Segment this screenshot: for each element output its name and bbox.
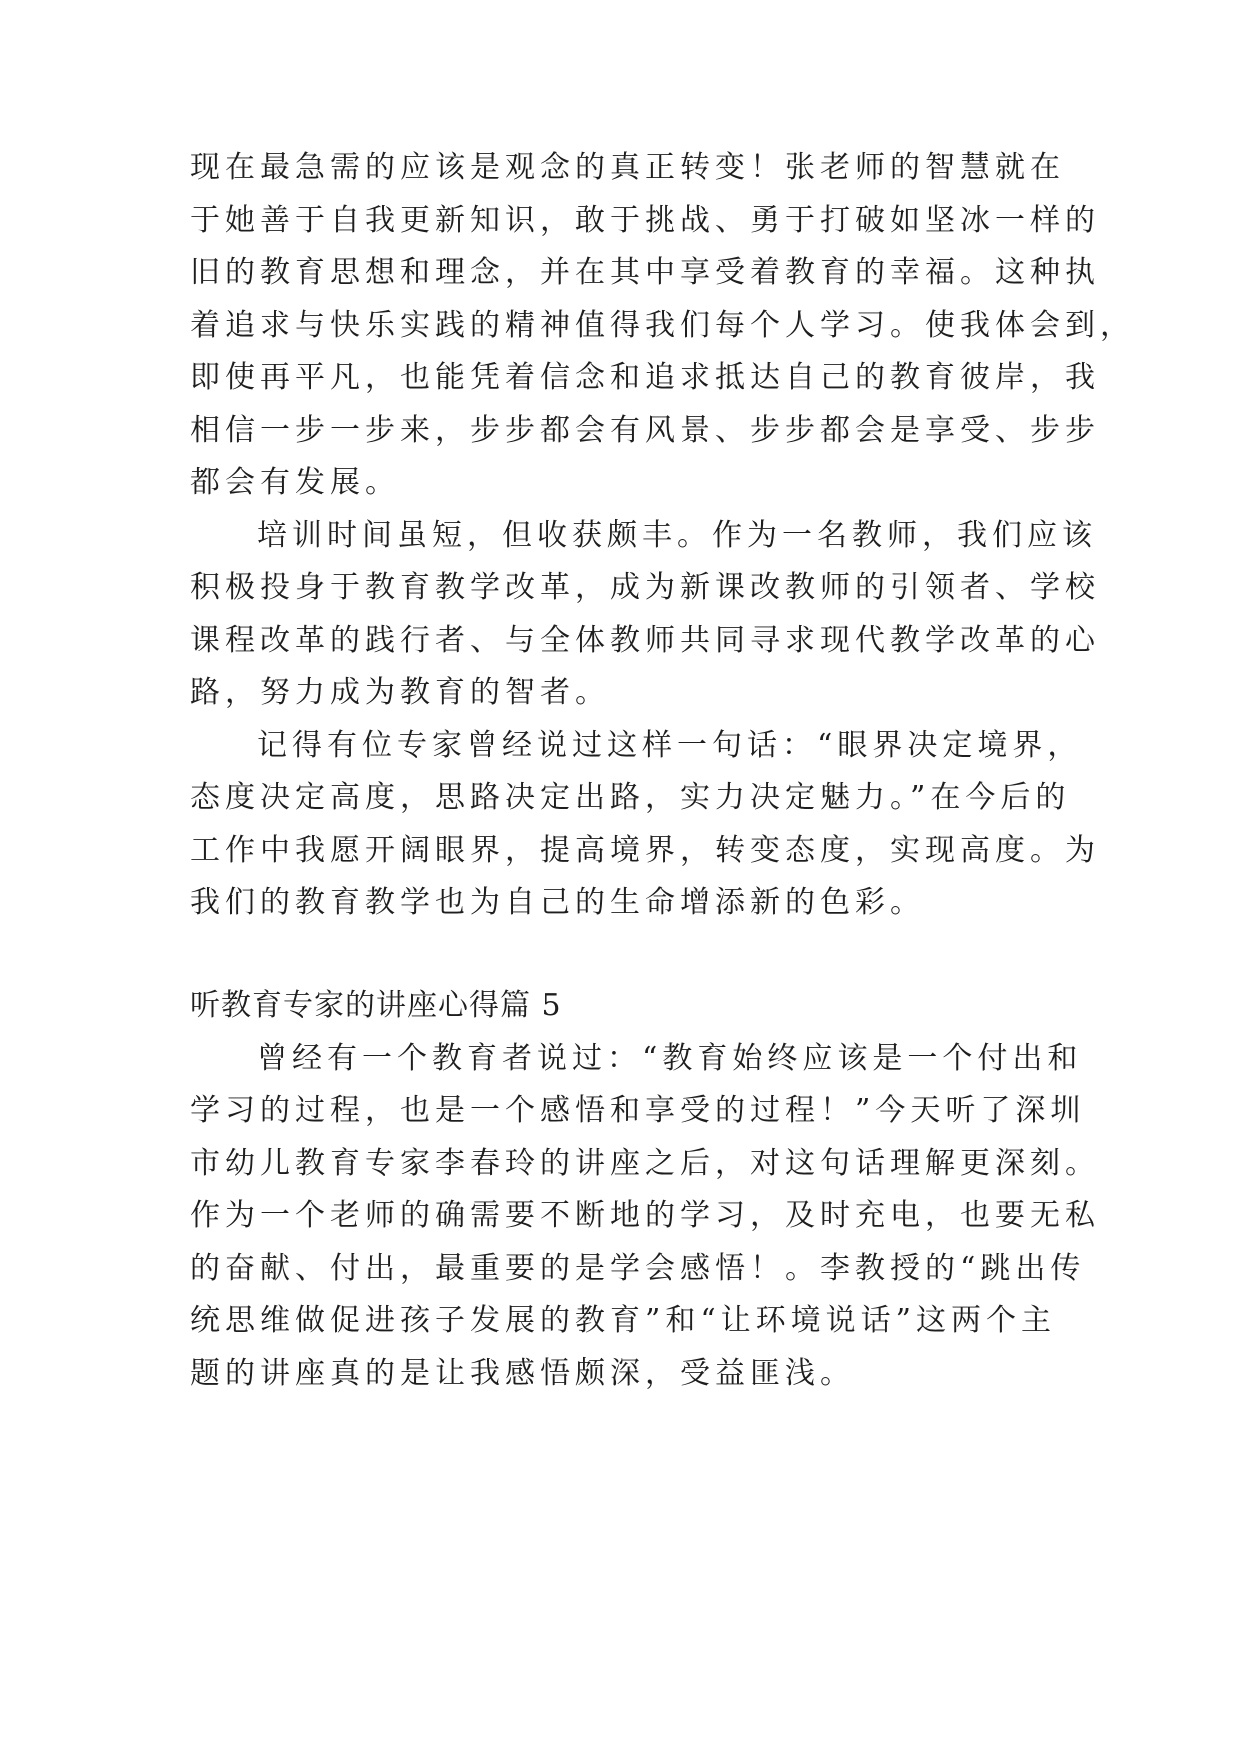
text-line: 我们的教育教学也为自己的生命增添新的色彩。: [190, 885, 925, 920]
text-line: 都会有发展。: [190, 465, 400, 500]
text-line: 市幼儿教育专家李春玲的讲座之后，对这句话理解更深刻。: [190, 1146, 1100, 1181]
text-line: 学习的过程，也是一个感悟和享受的过程！”今天听了深圳: [190, 1093, 1086, 1128]
text-line: 于她善于自我更新知识，敢于挑战、勇于打破如坚冰一样的: [190, 203, 1100, 238]
text-line: 统思维做促进孩子发展的教育”和“让环境说话”这两个主: [190, 1303, 1057, 1338]
text-line: 积极投身于教育教学改革，成为新课改教师的引领者、学校: [190, 570, 1100, 605]
text-line: 旧的教育思想和理念，并在其中享受着教育的幸福。这种执: [190, 255, 1100, 290]
text-line: 相信一步一步来，步步都会有风景、步步都会是享受、步步: [190, 413, 1100, 448]
text-line: 培训时间虽短，但收获颇丰。作为一名教师，我们应该: [257, 518, 1097, 553]
text-line: 着追求与快乐实践的精神值得我们每个人学习。使我体会到，: [190, 308, 1135, 343]
text-line: 工作中我愿开阔眼界，提高境界，转变态度，实现高度。为: [190, 833, 1100, 868]
text-line: 即使再平凡，也能凭着信念和追求抵达自己的教育彼岸，我: [190, 360, 1100, 395]
text-line: 的奋献、付出，最重要的是学会感悟！。李教授的“跳出传: [190, 1251, 1086, 1286]
text-line: 态度决定高度，思路决定出路，实力决定魅力。”在今后的: [190, 780, 1071, 815]
text-line: 记得有位专家曾经说过这样一句话：“眼界决定境界，: [257, 728, 1083, 763]
text-line: 曾经有一个教育者说过：“教育始终应该是一个付出和: [257, 1041, 1083, 1076]
text-line: 现在最急需的应该是观念的真正转变！张老师的智慧就在: [190, 150, 1065, 185]
section-heading: 听教育专家的讲座心得篇 5: [190, 988, 562, 1023]
text-line: 题的讲座真的是让我感悟颇深，受益匪浅。: [190, 1356, 855, 1391]
text-line: 路，努力成为教育的智者。: [190, 675, 610, 710]
text-line: 作为一个老师的确需要不断地的学习，及时充电，也要无私: [190, 1198, 1100, 1233]
text-line: 课程改革的践行者、与全体教师共同寻求现代教学改革的心: [190, 623, 1100, 658]
